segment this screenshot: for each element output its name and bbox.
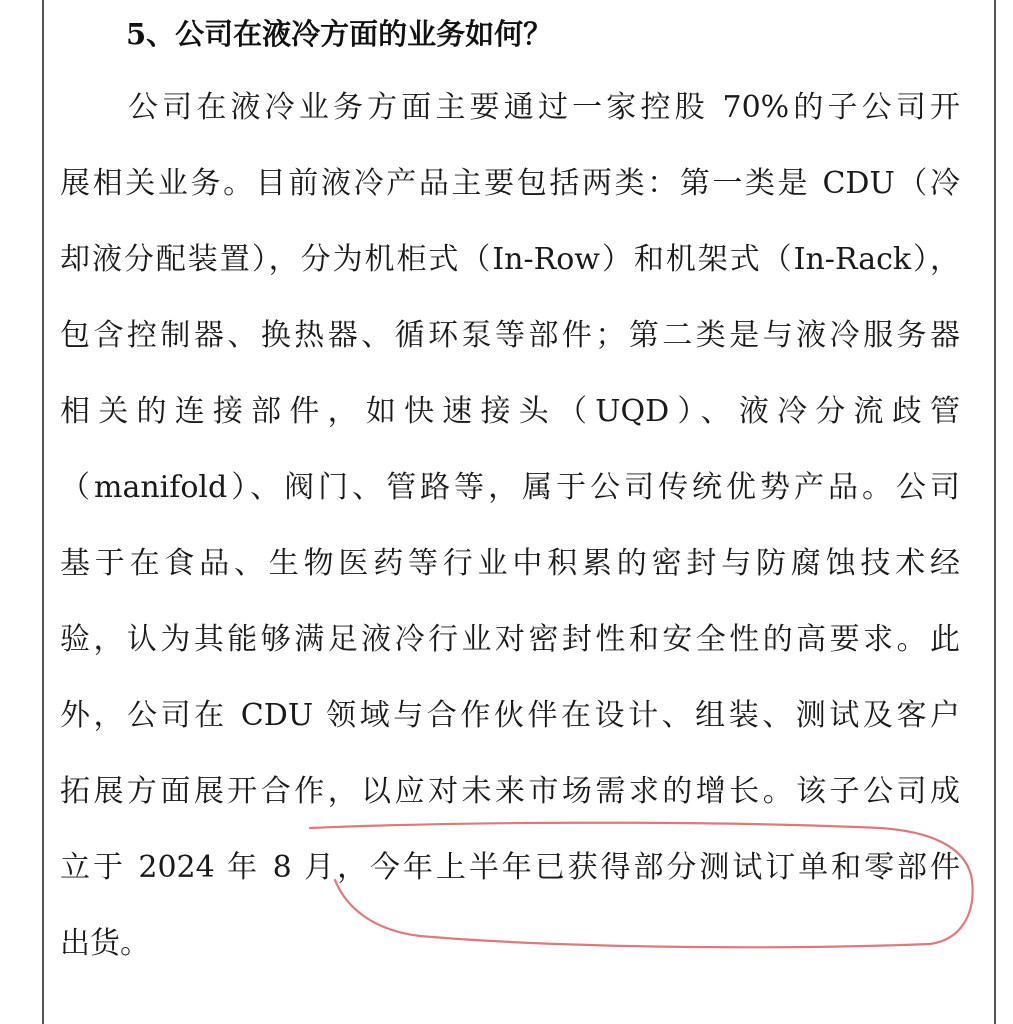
answer-line: 验，认为其能够满足液冷行业对密封性和安全性的高要求。此 [60,622,960,657]
answer-line: 外，公司在 CDU 领域与合作伙伴在设计、组装、测试及客户 [60,698,960,733]
answer-line: 出货。 [60,926,150,961]
answer-line: 却液分配装置），分为机柜式（In-Row）和机架式（In-Rack）， [60,242,960,277]
answer-line: 公司在液冷业务方面主要通过一家控股 70%的子公司开 [128,90,960,125]
answer-line: 包含控制器、换热器、循环泵等部件；第二类是与液冷服务器 [60,318,960,353]
answer-line: 展相关业务。目前液冷产品主要包括两类：第一类是 CDU（冷 [60,166,960,201]
answer-line: 基于在食品、生物医药等行业中积累的密封与防腐蚀技术经 [60,546,960,581]
page-border-left [42,0,44,1024]
question-heading: 5、公司在液冷方面的业务如何？ [126,17,553,51]
answer-line: 立于 2024 年 8 月，今年上半年已获得部分测试订单和零部件 [60,850,960,885]
page-border-right [994,0,996,1024]
answer-line: 拓展方面展开合作，以应对未来市场需求的增长。该子公司成 [60,774,960,809]
answer-line: 相关的连接部件，如快速接头（UQD）、液冷分流歧管 [60,394,960,429]
answer-line: （manifold）、阀门、管路等，属于公司传统优势产品。公司 [60,470,960,505]
